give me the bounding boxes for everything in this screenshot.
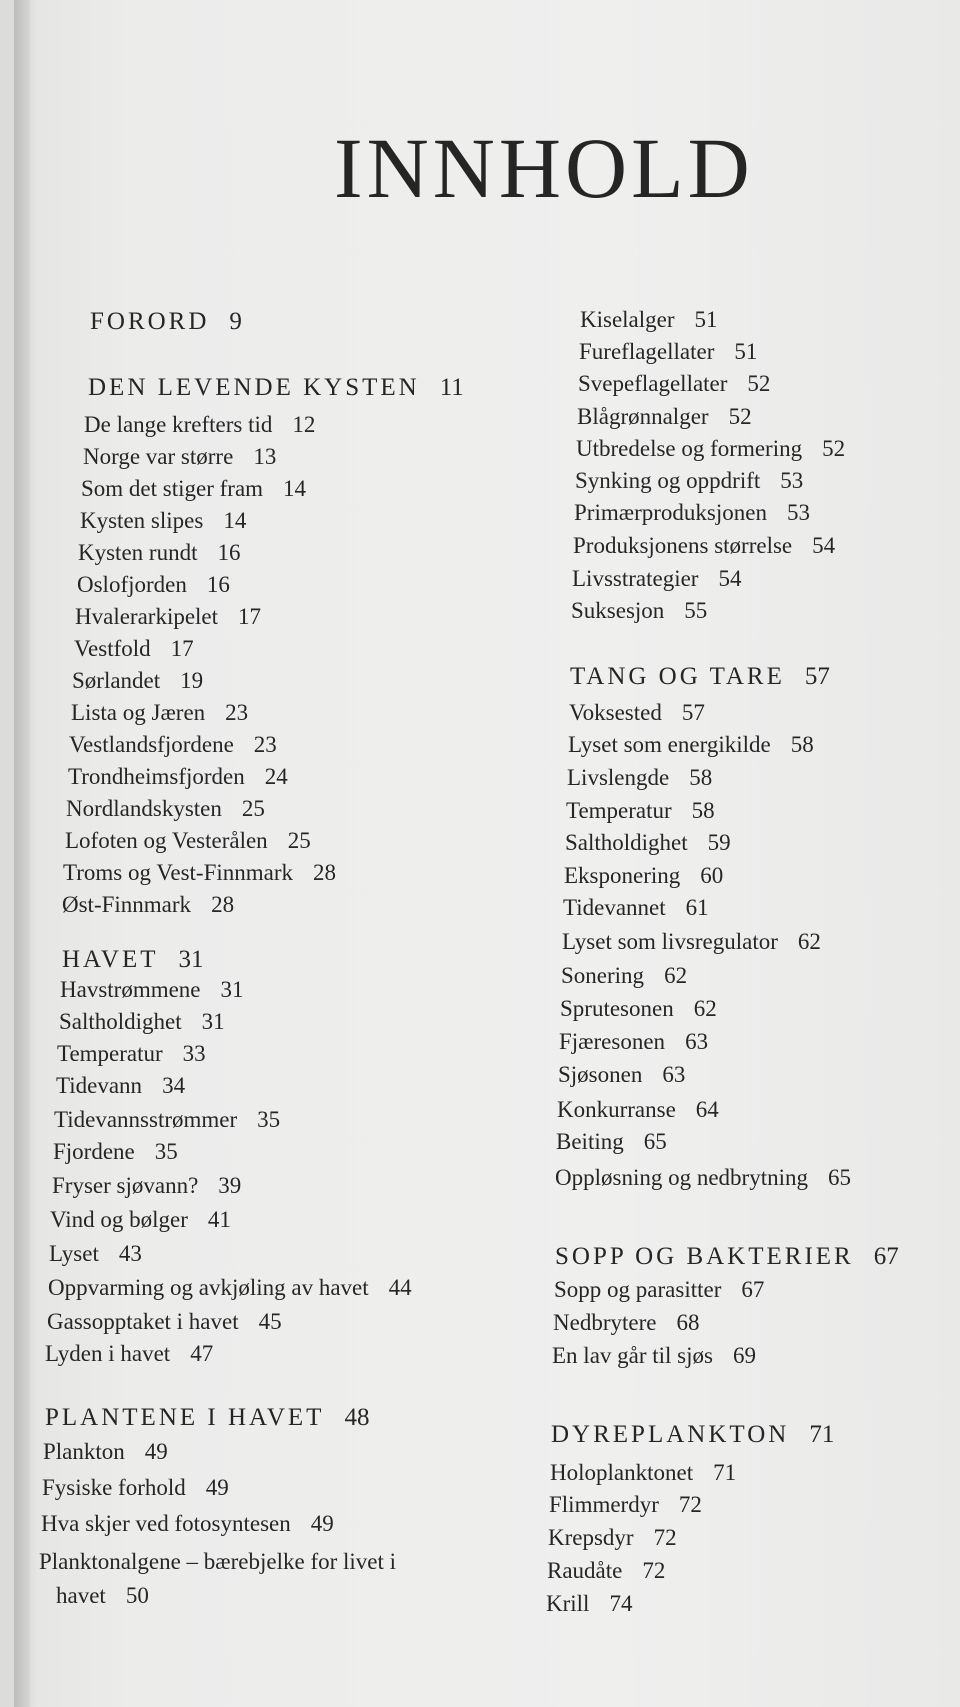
entry-page-number: 53 — [780, 468, 804, 493]
entry-page-number: 72 — [678, 1492, 702, 1517]
entry-page-number: 43 — [118, 1241, 142, 1266]
entry-label: Nordlandskysten — [66, 796, 222, 821]
right-toc-entry — [568, 731, 814, 759]
right-section-heading — [555, 1243, 899, 1271]
entry-page-number: 61 — [685, 895, 709, 920]
right-toc-entry — [553, 1309, 699, 1337]
entry-page-number: 63 — [685, 1029, 709, 1054]
entry-page-number: 52 — [747, 371, 771, 396]
entry-page-number: 17 — [170, 636, 194, 661]
entry-page-number: 69 — [732, 1343, 756, 1368]
entry-page-number: 25 — [287, 828, 311, 853]
entry-label: Oppvarming og avkjøling av havet — [48, 1275, 369, 1300]
entry-page-number: 62 — [797, 929, 821, 954]
right-toc-entry — [546, 1590, 632, 1618]
right-toc-entry — [550, 1459, 736, 1487]
right-toc-entry — [549, 1491, 702, 1519]
right-toc-entry — [561, 962, 687, 990]
entry-label: Troms og Vest-Finnmark — [63, 860, 294, 885]
entry-page-number: 31 — [220, 977, 244, 1002]
right-toc-entry — [576, 435, 845, 463]
entry-page-number: 33 — [182, 1041, 206, 1066]
entry-label: Saltholdighet — [565, 830, 688, 855]
entry-label: Fjæresonen — [559, 1029, 666, 1054]
entry-label: DEN LEVENDE KYSTEN — [88, 374, 420, 401]
entry-page-number: 52 — [728, 404, 752, 429]
entry-page-number: 14 — [283, 476, 307, 501]
right-toc-entry — [559, 1028, 708, 1056]
entry-label: Tidevannet — [563, 895, 666, 920]
entry-page-number: 17 — [238, 604, 262, 629]
entry-label: DYREPLANKTON — [551, 1421, 790, 1448]
entry-label: Plankton — [43, 1439, 125, 1464]
entry-label: En lav går til sjøs — [552, 1343, 713, 1368]
entry-label: Lista og Jæren — [71, 700, 206, 725]
right-toc-entry — [558, 1061, 685, 1089]
entry-page-number: 35 — [154, 1139, 178, 1164]
entry-page-number: 35 — [257, 1107, 281, 1132]
right-toc-entry — [577, 403, 752, 431]
entry-label: Sopp og parasitter — [554, 1277, 722, 1302]
entry-page-number: 63 — [662, 1062, 686, 1087]
entry-label: SOPP OG BAKTERIER — [555, 1243, 854, 1270]
entry-label: Eksponering — [564, 863, 681, 888]
entry-label: FORORD — [90, 308, 210, 335]
entry-label: Nedbrytere — [553, 1310, 657, 1335]
entry-label: Synking og oppdrift — [575, 468, 761, 493]
entry-page-number: 72 — [653, 1525, 677, 1550]
entry-page-number: 57 — [681, 700, 705, 725]
entry-page-number: 52 — [822, 436, 846, 461]
entry-label: Lyset — [49, 1241, 99, 1266]
entry-page-number: 28 — [211, 892, 235, 917]
right-toc-entry — [573, 532, 835, 560]
entry-page-number: 51 — [734, 339, 758, 364]
entry-page-number: 9 — [229, 308, 242, 335]
entry-label: Oslofjorden — [77, 572, 187, 597]
entry-page-number: 39 — [218, 1173, 242, 1198]
entry-page-number: 58 — [790, 732, 814, 757]
entry-page-number: 51 — [694, 307, 718, 332]
right-toc-entry — [548, 1524, 677, 1552]
entry-label: Fysiske forhold — [42, 1475, 186, 1500]
entry-label: Blågrønnalger — [577, 404, 709, 429]
right-toc-entry — [557, 1096, 719, 1124]
entry-label: Kysten rundt — [78, 540, 198, 565]
entry-label: Planktonalgene – bærebjelke for livet i — [39, 1549, 397, 1574]
entry-page-number: 53 — [786, 500, 810, 525]
entry-page-number: 58 — [689, 765, 713, 790]
entry-label: Produksjonens størrelse — [573, 533, 793, 558]
entry-page-number: 14 — [223, 508, 247, 533]
entry-label: Saltholdighet — [59, 1009, 182, 1034]
entry-label: Lyset som livsregulator — [562, 929, 778, 954]
entry-page-number: 74 — [609, 1591, 633, 1616]
entry-label: Krill — [546, 1591, 590, 1616]
right-toc-entry — [572, 565, 741, 593]
entry-page-number: 47 — [190, 1341, 214, 1366]
right-toc-entry — [569, 699, 705, 727]
entry-page-number: 48 — [344, 1404, 370, 1431]
entry-label: Flimmerdyr — [549, 1492, 659, 1517]
entry-page-number: 44 — [388, 1275, 412, 1300]
entry-label: Gassopptaket i havet — [47, 1309, 239, 1334]
entry-label: Hva skjer ved fotosyntesen — [41, 1511, 291, 1536]
entry-label: Oppløsning og nedbrytning — [555, 1165, 808, 1190]
entry-label: Kiselalger — [580, 307, 675, 332]
entry-page-number: 25 — [241, 796, 265, 821]
entry-label: Beiting — [556, 1129, 624, 1154]
entry-page-number: 11 — [439, 374, 464, 401]
page-title: INNHOLD — [334, 120, 754, 216]
right-toc-entry — [547, 1557, 665, 1585]
right-toc-entry — [564, 862, 723, 890]
entry-label: Livslengde — [567, 765, 670, 790]
entry-page-number: 54 — [718, 566, 742, 591]
entry-page-number: 45 — [258, 1309, 282, 1334]
right-toc-entry — [579, 338, 757, 366]
entry-page-number: 55 — [684, 598, 708, 623]
entry-page-number: 49 — [310, 1511, 334, 1536]
entry-page-number: 19 — [180, 668, 204, 693]
entry-label: Havstrømmene — [60, 977, 201, 1002]
entry-page-number: 68 — [676, 1310, 700, 1335]
right-toc-entry — [560, 995, 717, 1023]
entry-label: Vestfold — [74, 636, 151, 661]
entry-label: Livsstrategier — [572, 566, 699, 591]
entry-page-number: 31 — [201, 1009, 225, 1034]
entry-label: Kysten slipes — [80, 508, 204, 533]
entry-label: Primærproduksjonen — [574, 500, 767, 525]
entry-page-number: 58 — [691, 798, 715, 823]
entry-label: Fryser sjøvann? — [52, 1173, 199, 1198]
entry-label: Vind og bølger — [50, 1207, 188, 1232]
entry-label: Vestlandsfjordene — [69, 732, 234, 757]
entry-page-number: 34 — [162, 1073, 186, 1098]
entry-label: havet — [56, 1583, 106, 1608]
entry-label: Konkurranse — [557, 1097, 676, 1122]
right-toc-entry — [555, 1164, 851, 1192]
entry-page-number: 67 — [741, 1277, 765, 1302]
entry-page-number: 13 — [253, 444, 277, 469]
entry-page-number: 28 — [313, 860, 337, 885]
entry-page-number: 59 — [707, 830, 731, 855]
entry-label: Voksested — [569, 700, 662, 725]
entry-label: Øst-Finnmark — [62, 892, 192, 917]
entry-page-number: 57 — [804, 663, 830, 690]
entry-page-number: 16 — [206, 572, 230, 597]
entry-label: Norge var større — [83, 444, 234, 469]
entry-label: HAVET — [62, 946, 159, 973]
entry-label: Sørlandet — [72, 668, 161, 693]
entry-page-number: 49 — [205, 1475, 229, 1500]
entry-label: Krepsdyr — [548, 1525, 634, 1550]
entry-label: Lofoten og Vesterålen — [65, 828, 268, 853]
right-section-heading — [570, 663, 830, 691]
entry-label: Suksesjon — [571, 598, 665, 623]
book-page — [14, 0, 960, 1707]
entry-page-number: 67 — [873, 1243, 899, 1270]
entry-label: Holoplanktonet — [550, 1460, 694, 1485]
entry-label: Fjordene — [53, 1139, 135, 1164]
entry-page-number: 54 — [812, 533, 836, 558]
entry-page-number: 31 — [178, 946, 204, 973]
entry-page-number: 23 — [225, 700, 249, 725]
right-toc-entry — [571, 597, 707, 625]
entry-page-number: 23 — [253, 732, 277, 757]
entry-label: Temperatur — [566, 798, 672, 823]
entry-label: Sprutesonen — [560, 996, 674, 1021]
entry-label: De lange krefters tid — [84, 412, 273, 437]
right-toc-entry — [562, 928, 821, 956]
right-toc-entry — [565, 829, 731, 857]
entry-label: Hvalerarkipelet — [75, 604, 219, 629]
entry-page-number: 65 — [643, 1129, 667, 1154]
entry-label: Som det stiger fram — [81, 476, 264, 501]
entry-page-number: 62 — [664, 963, 688, 988]
entry-label: Utbredelse og formering — [576, 436, 803, 461]
entry-page-number: 49 — [144, 1439, 168, 1464]
right-toc-entry — [567, 764, 712, 792]
right-toc-entry — [552, 1342, 756, 1370]
entry-page-number: 65 — [828, 1165, 851, 1190]
entry-page-number: 41 — [207, 1207, 231, 1232]
entry-label: Svepeflagellater — [578, 371, 728, 396]
entry-label: Sjøsonen — [558, 1062, 643, 1087]
entry-label: Raudåte — [547, 1558, 623, 1583]
entry-page-number: 64 — [695, 1097, 719, 1122]
entry-page-number: 50 — [125, 1583, 149, 1608]
entry-page-number: 12 — [292, 412, 316, 437]
entry-page-number: 71 — [809, 1421, 835, 1448]
right-toc-entry — [574, 499, 810, 527]
right-toc-entry — [575, 467, 803, 495]
entry-label: Lyset som energikilde — [568, 732, 771, 757]
entry-label: Tidevannsstrømmer — [54, 1107, 238, 1132]
right-section-heading — [551, 1421, 834, 1449]
right-toc-entry — [578, 370, 770, 398]
entry-page-number: 71 — [713, 1460, 737, 1485]
entry-label: TANG OG TARE — [570, 663, 785, 690]
entry-label: Lyden i havet — [45, 1341, 171, 1366]
right-toc-entry — [554, 1276, 764, 1304]
right-toc-entry — [556, 1128, 667, 1156]
right-toc-entry — [580, 306, 718, 334]
entry-page-number: 60 — [700, 863, 724, 888]
entry-label: Sonering — [561, 963, 645, 988]
entry-label: Fureflagellater — [579, 339, 715, 364]
right-toc-entry — [566, 797, 715, 825]
entry-label: Trondheimsfjorden — [68, 764, 245, 789]
entry-label: PLANTENE I HAVET — [45, 1404, 325, 1431]
entry-page-number: 72 — [642, 1558, 666, 1583]
entry-page-number: 62 — [693, 996, 717, 1021]
entry-page-number: 24 — [264, 764, 288, 789]
entry-label: Tidevann — [56, 1073, 143, 1098]
right-toc-entry — [563, 894, 709, 922]
entry-page-number: 16 — [217, 540, 241, 565]
entry-label: Temperatur — [57, 1041, 163, 1066]
